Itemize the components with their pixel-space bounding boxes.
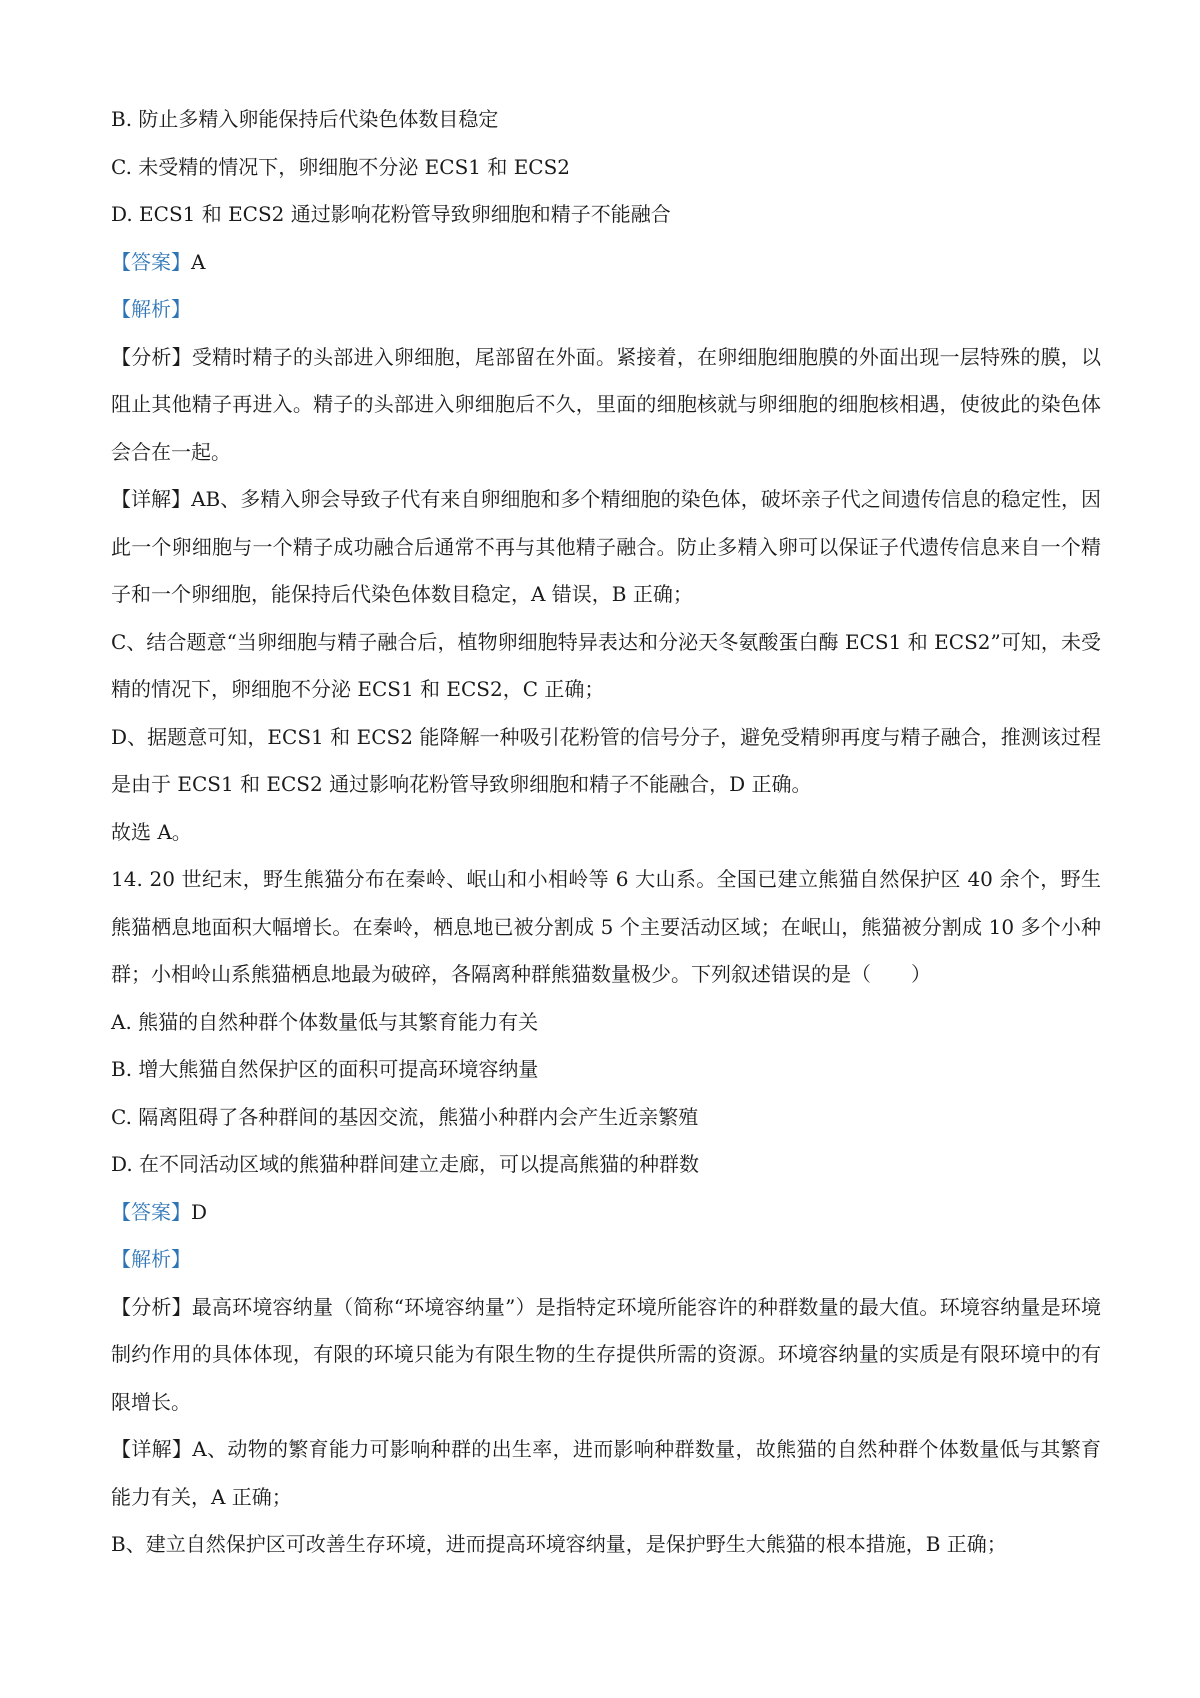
q14-option-c: C. 隔离阻碍了各种群间的基因交流，熊猫小种群内会产生近亲繁殖: [111, 1104, 699, 1129]
answer-value: A: [191, 249, 206, 274]
q13-answer: [111, 239, 1101, 287]
q14-option-b: B. 增大熊猫自然保护区的面积可提高环境容纳量: [111, 1057, 539, 1081]
q13-analysis-tag: 【解析】: [111, 297, 191, 321]
q13-fenxi: 【分析】受精时精子的头部进入卵细胞，尾部留在外面。紧接着，在卵细胞细胞膜的外面出现一层特殊的膜，以阻止其他精子再进入。精子的头部进入卵细胞后不久，里面的细胞核就与卵细胞的细胞核相遇，使彼此的染色体会合在一起。: [111, 344, 1101, 464]
q13-option-b: B. 防止多精入卵能保持后代染色体数目稳定: [111, 107, 499, 131]
q13-xiangjie-ab: 【详解】AB、多精入卵会导致子代有来自卵细胞和多个精细胞的染色体，破坏亲子代之间遗传信息的稳定性，因此一个卵细胞与一个精子成功融合后通常不再与其他精子融合。防止多精入卵可以保证子代遗传信息来自一个精子和一个卵细胞，能保持后代染色体数目稳定，A 错误，B 正确；: [111, 487, 1101, 606]
q14-stem: 14. 20 世纪末，野生熊猫分布在秦岭、岷山和小相岭等 6 大山系。全国已建立熊猫自然保护区 40 余个，野生熊猫栖息地面积大幅增长。在秦岭，栖息地已被分割成 5 个主要活动区域；在岷山，熊猫被分割成 10 多个小种群；小相岭山系熊猫栖息地最为破碎，各隔离种群熊猫数量极少。下列叙述错误的是（ ）: [111, 867, 1101, 986]
q14-fenxi: 【分析】最高环境容纳量（简称“环境容纳量”）是指特定环境所能容许的种群数量的最大值。环境容纳量是环境制约作用的具体体现，有限的环境只能为有限生物的生存提供所需的资源。环境容纳量的实质是有限环境中的有限增长。: [111, 1294, 1101, 1414]
q13-option-c: C. 未受精的情况下，卵细胞不分泌 ECS1 和 ECS2: [111, 154, 571, 179]
q13-xiangjie-c: C、结合题意“当卵细胞与精子融合后，植物卵细胞特异表达和分泌天冬氨酸蛋白酶 ECS1 和 ECS2”可知，未受精的情况下，卵细胞不分泌 ECS1 和 ECS2，C 正确；: [111, 629, 1101, 701]
q13-conclusion: 故选 A。: [111, 819, 192, 844]
q14-option-a: A. 熊猫的自然种群个体数量低与其繁育能力有关: [111, 1009, 539, 1034]
q14-analysis-tag: 【解析】: [111, 1247, 191, 1271]
q13-xiangjie-d: D、据题意可知，ECS1 和 ECS2 能降解一种吸引花粉管的信号分子，避免受精卵再度与精子融合，推测该过程是由于 ECS1 和 ECS2 通过影响花粉管导致卵细胞和精子不能融合，D 正确。: [111, 724, 1101, 796]
q14-xiangjie-a: 【详解】A、动物的繁育能力可影响种群的出生率，进而影响种群数量，故熊猫的自然种群个体数量低与其繁育能力有关，A 正确；: [111, 1437, 1101, 1509]
answer-tag: 【答案】: [111, 1199, 191, 1224]
q13-option-d: D. ECS1 和 ECS2 通过影响花粉管导致卵细胞和精子不能融合: [111, 202, 671, 226]
q14-answer: [111, 1189, 1101, 1237]
q14-xiangjie-b: B、建立自然保护区可改善生存环境，进而提高环境容纳量，是保护野生大熊猫的根本措施，B 正确；: [111, 1532, 1007, 1556]
answer-value: D: [191, 1199, 208, 1224]
document-page: [111, 96, 1101, 1569]
answer-tag: 【答案】: [111, 249, 191, 274]
q14-option-d: D. 在不同活动区域的熊猫种群间建立走廊，可以提高熊猫的种群数: [111, 1152, 700, 1176]
